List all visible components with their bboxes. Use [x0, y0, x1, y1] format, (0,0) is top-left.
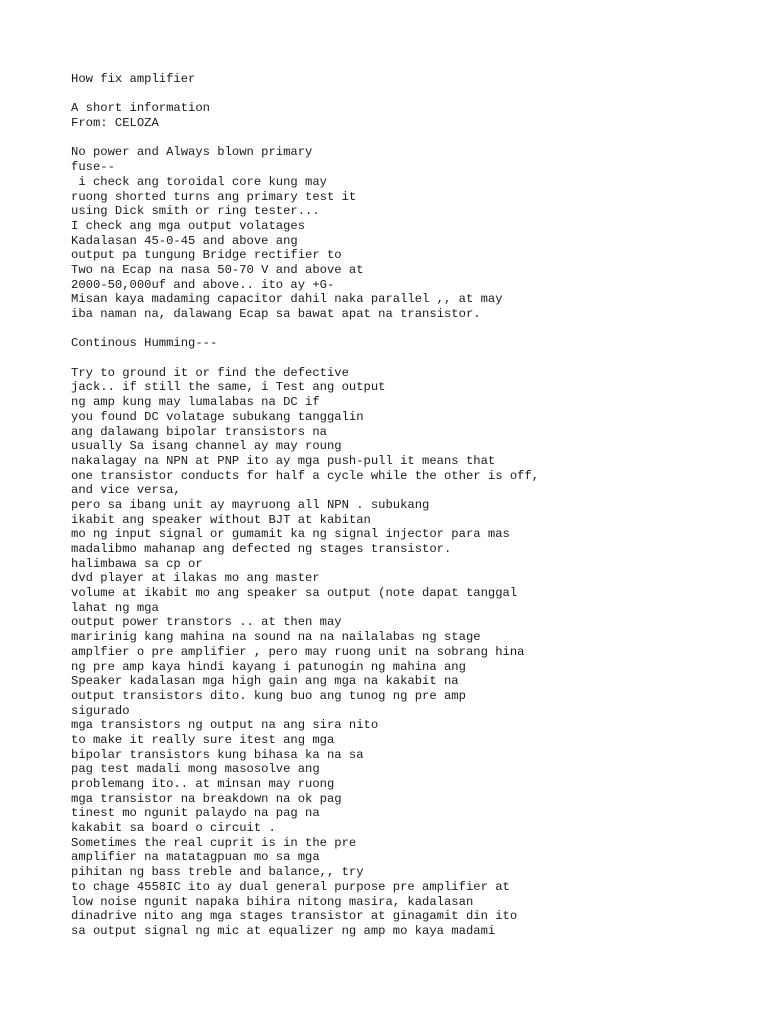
- doc-line: to chage 4558IC ito ay dual general purpose pre amplifier at: [71, 879, 510, 894]
- doc-line: pag test madali mong masosolve ang: [71, 762, 320, 777]
- doc-line: pero sa ibang unit ay mayruong all NPN . subukang: [71, 497, 430, 512]
- doc-line: maririnig kang mahina na sound na na nailalabas ng stage: [71, 630, 481, 645]
- doc-line: output pa tungung Bridge rectifier to: [71, 248, 342, 263]
- doc-line: low noise ngunit napaka bihira nitong masira, kadalasan: [71, 894, 474, 909]
- document-body: [71, 72, 761, 939]
- doc-line: using Dick smith or ring tester...: [71, 204, 320, 219]
- doc-line: kakabit sa board o circuit .: [71, 821, 276, 836]
- doc-line: jack.. if still the same, i Test ang output: [71, 380, 386, 395]
- doc-line: amplfier o pre amplifier , pero may ruong unit na sobrang hina: [71, 644, 525, 659]
- doc-line: output transistors dito. kung buo ang tunog ng pre amp: [71, 688, 466, 703]
- doc-line: iba naman na, dalawang Ecap sa bawat apat na transistor.: [71, 307, 481, 321]
- doc-line: [71, 87, 761, 102]
- doc-line: volume at ikabit mo ang speaker sa output (note dapat tanggal: [71, 586, 518, 601]
- doc-line: A short information: [71, 101, 210, 116]
- doc-line: mga transistor na breakdown na ok pag: [71, 791, 342, 806]
- doc-line: sigurado: [71, 703, 130, 718]
- doc-line: fuse--: [71, 160, 115, 175]
- doc-line: ng amp kung may lumalabas na DC if: [71, 395, 320, 410]
- doc-line: ng pre amp kaya hindi kayang i patunogin ng mahina ang: [71, 659, 466, 674]
- doc-line: i check ang toroidal core kung may: [71, 174, 327, 189]
- doc-line: Two na Ecap na nasa 50-70 V and above at: [71, 262, 364, 277]
- doc-line: mo ng input signal or gumamit ka ng signal injector para mas: [71, 527, 510, 542]
- doc-line: problemang ito.. at minsan may ruong: [71, 777, 335, 791]
- doc-line: [71, 351, 761, 366]
- doc-line: to make it really sure itest ang mga: [71, 732, 335, 747]
- doc-line: ikabit ang speaker without BJT at kabitan: [71, 512, 371, 527]
- doc-line: dinadrive nito ang mga stages transistor at ginagamit din ito: [71, 909, 518, 924]
- doc-line: No power and Always blown primary: [71, 145, 313, 160]
- doc-line: I check ang mga output volatages: [71, 218, 306, 233]
- doc-line: Continous Humming---: [71, 336, 218, 351]
- doc-line: nakalagay na NPN at PNP ito ay mga push-pull it means that: [71, 453, 496, 468]
- doc-line: pihitan ng bass treble and balance,, try: [71, 865, 364, 880]
- doc-line: Speaker kadalasan mga high gain ang mga na kakabit na: [71, 674, 459, 689]
- doc-line: [71, 322, 761, 337]
- doc-line: and vice versa,: [71, 483, 181, 498]
- doc-line: usually Sa isang channel ay may roung: [71, 439, 342, 454]
- doc-line: 2000-50,000uf and above.. ito ay +G-: [71, 277, 335, 292]
- doc-line: lahat ng mga: [71, 600, 159, 615]
- doc-line: Kadalasan 45-0-45 and above ang: [71, 233, 298, 248]
- doc-line: tinest mo ngunit palaydo na pag na: [71, 806, 320, 821]
- doc-line: ang dalawang bipolar transistors na: [71, 424, 327, 439]
- doc-line: halimbawa sa cp or: [71, 556, 203, 571]
- doc-line: amplifier na matatagpuan mo sa mga: [71, 850, 320, 865]
- doc-line: mga transistors ng output na ang sira nito: [71, 718, 379, 733]
- doc-line: How fix amplifier: [71, 72, 196, 86]
- doc-line: sa output signal ng mic at equalizer ng amp mo kaya madami: [71, 923, 496, 938]
- doc-line: bipolar transistors kung bihasa ka na sa: [71, 747, 364, 762]
- doc-line: From: CELOZA: [71, 116, 159, 131]
- doc-line: Try to ground it or find the defective: [71, 365, 349, 380]
- doc-line: ruong shorted turns ang primary test it: [71, 189, 357, 204]
- doc-line: you found DC volatage subukang tanggalin: [71, 409, 364, 424]
- doc-line: Sometimes the real cuprit is in the pre: [71, 835, 357, 850]
- doc-line: dvd player at ilakas mo ang master: [71, 571, 320, 586]
- doc-line: one transistor conducts for half a cycle while the other is off,: [71, 468, 540, 483]
- doc-line: Misan kaya madaming capacitor dahil naka parallel ,, at may: [71, 292, 503, 307]
- doc-line: output power transtors .. at then may: [71, 615, 342, 630]
- doc-line: [71, 131, 761, 146]
- doc-line: madalibmo mahanap ang defected ng stages transistor.: [71, 542, 452, 556]
